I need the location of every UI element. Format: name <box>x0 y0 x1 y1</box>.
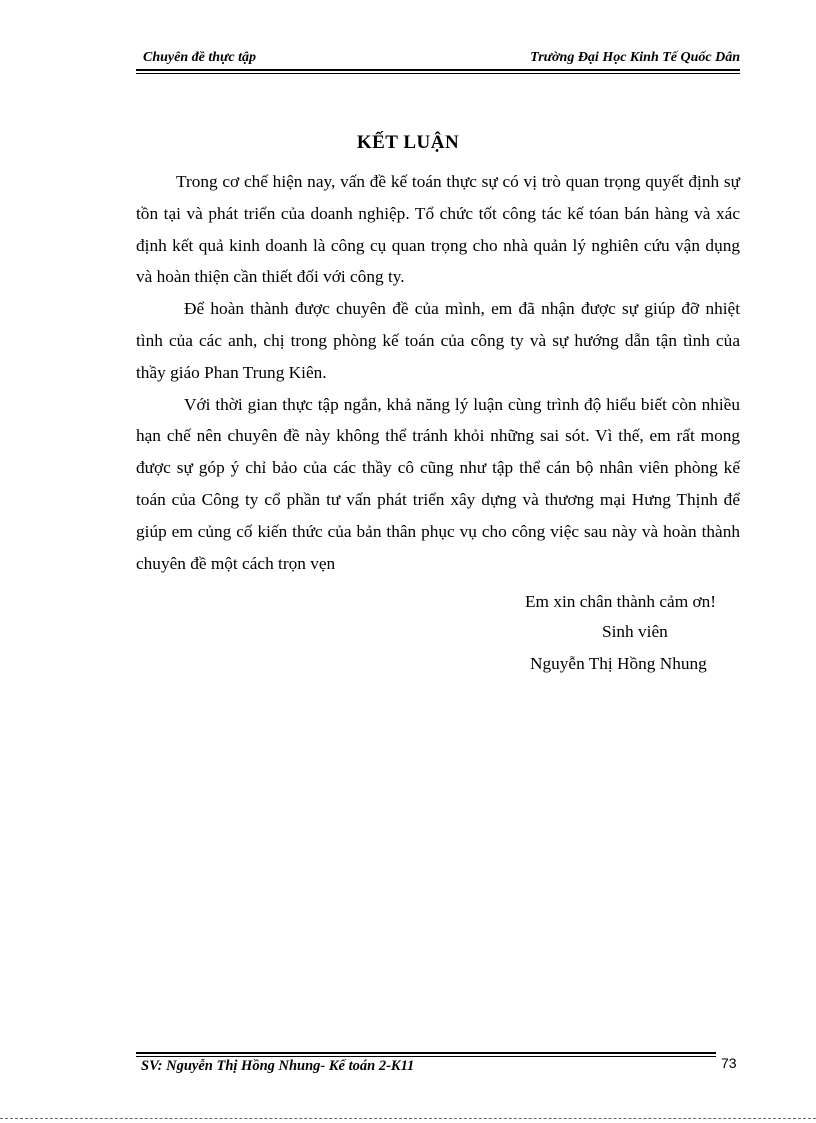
page-header <box>136 48 740 70</box>
header-divider <box>136 69 740 71</box>
header-divider-thin <box>136 73 740 74</box>
conclusion-body <box>136 166 740 579</box>
header-university: Trường Đại Học Kinh Tế Quốc Dân <box>530 50 740 65</box>
page-bottom-border <box>0 1118 816 1119</box>
footer-divider <box>136 1052 716 1054</box>
paragraph: Với thời gian thực tập ngắn, khả năng lý luận cùng trình độ hiểu biết còn nhiều hạn chế nên chuyên đề này không thể tránh khỏi những sai sót. Vì thế, em rất mong được sự góp ý chỉ bảo của các thầy cô cũng như tập thể cán bộ nhân viên phòng kế toán của Công ty cổ phần tư vấn phát triển xây dựng và thương mại Hưng Thịnh để giúp em củng cố kiến thức của bản thân phục vụ cho công việc sau này và hoàn thành chuyên đề một cách trọn vẹn <box>136 394 740 573</box>
footer-student-label: SV: Nguyễn Thị Hồng Nhung- Kế toán 2-K11 <box>141 1058 415 1074</box>
signature-thanks: Em xin chân thành cảm ơn! <box>525 592 717 611</box>
paragraph: Trong cơ chế hiện nay, vấn đề kế toán thực sự có vị trò quan trọng quyết định sự tồn tại và phát triển của doanh nghiệp. Tổ chức tốt công tác kế tóan bán hàng và xác định kết quả kinh doanh là công cụ quan trọng cho nhà quản lý nghiên cứu vận dụng và hoàn thiện cần thiết đối với công ty. <box>136 172 740 287</box>
paragraph: Để hoàn thành được chuyên đề của mình, em đã nhận được sự giúp đỡ nhiệt tình của các anh, chị trong phòng kế toán của công ty và sự hướng dẫn tận tình của thầy giáo Phan Trung Kiên. <box>136 299 740 382</box>
page-title: KẾT LUẬN <box>356 132 460 153</box>
footer-divider-thin <box>136 1056 716 1057</box>
header-course-label: Chuyên đề thực tập <box>143 50 257 65</box>
signature-name: Nguyễn Thị Hồng Nhung <box>530 654 707 673</box>
page-number: 73 <box>721 1055 737 1071</box>
signature-role: Sinh viên <box>602 622 668 641</box>
